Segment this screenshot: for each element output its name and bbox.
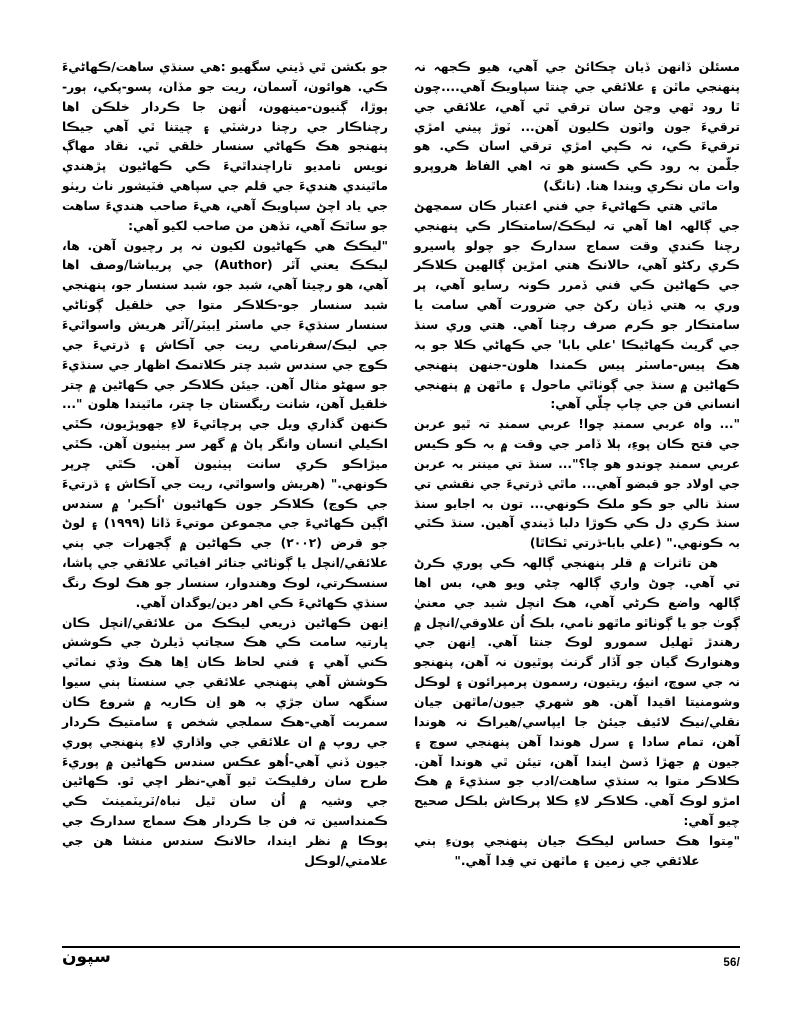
column-left (414, 58, 740, 872)
paragraph: ماٿي هتي ڪهاڻيءَ جي فني اعتبار ڪان سمڃهڻ جي ڳالهہ اها آهي تہ ليڪڪ/سامتڪار ڪي پنهنجي رچنا ڪندي وقت سماج سدارڪ جو چولو پاسيرو ڪري رکڻو آهي، حالانڪ هتي امڙين ڳالهين ڪلاڪر جي ڪهاڻين ڪي فني ڏمرر ڪونہ رسايو آهي، پر وري بہ هتي ڏيان رکڻ جي ضرورت آهي سامت يا سامتڪار جو ڪرم صرف رچنا آهي. هتي وري سنڌ جي گريٺ ڪهاڻيڪا 'علي بابا' جي ڪهاڻي ڪلا جو بہ هڪ پيس-ماسٽر پيس ڪمندا هلون-جنهن پنهنجي ڪهاڻين ۾ سنڌ جي ڳوٺاٿي ماحول ۽ ماٿهن ۾ پنهنجي انساني فن جي چاپ چلّي آهي: (414, 198, 740, 412)
paragraph: "ليڪڪ هي ڪهاڻيون لکيون نہ پر رچيون آهن. ها، ليڪڪ يعني آٿر (Author) جي پريباشا/وصف اها آهي، هو رچيتا آهي، شبد جو، شبد سنسار جو، پنهنجي شبد سنسار جو-ڪلاڪر متوا جي خلقيل ڳوٺاڻي سنسار سنڌيءَ جي ماسٽر اِبيٽر/آٿر هريش واسواٿيءَ جي ليڪ/سفرنامي ريت جي آڪاش ۽ ڌرتيءَ جي ڪوڃ جي سندس شبد چتر ڪلاتمڪ اظهار جي سنڌيءَ جو سهڻو مثال آهن. جيئن ڪلاڪر جي ڪهاڻين ۾ چتر خلقيل آهن، شانت ريگستان جا چتر، ماٿيندا هلون "... ڪنهن گذاري ويل جي پرچاٿيءَ لاءِ جهوپڙيون، ڪٿي اڪيلي انسان وانگر پاڻ ۾ گهر سر ٻيٺيون آهن. ڪٿي ميڙاڪو ڪري سانت ٻيٺيون آهن. ڪٿي چرپر ڪونهي." (هريش واسواٿي، ريت جي آڪاش ۽ ڌرتيءَ جي ڪوڃ) ڪلاڪر جون ڪهاڻيون 'اُڪير' ۾ سندس اڳين ڪهاڻيءَ جي مجموعن موتيءَ ڏاٺا (١٩٩٩) ۽ لوڻ جو قرض (٢٠٠٢) جي ڪهاڻين ۾ ڳجهرات جي ٻني علائقي/انچل يا ڳوٺاڻي جنائر افياٿي علائقي جي پاشا، سنسڪرتي، لوڪ وهندوار، سنسار جو هڪ لوڪ رنگ سنڌي ڪهاڻيءَ ڪي اهر دين/يوگدان آهي. (62, 238, 388, 610)
paragraph: جو بکشن ٿي ڏيني سگهيو :هي سنڌي ساهت/ڪهاڻيءَ ڪي. هوائون، آسمان، ريت جو مڏان، پسو-پکي، ٻور-ٻوڙا، ڳنيون-مينهون، اُنهن جا ڪردار خلڪن اها رچناڪار جي رچنا درشٽي ۽ چيتنا ٿي آهي جيڪا پنهنجو هڪ ڪهاڻي سنسار خلقي ٿي. نقاد مهاڳ نويس نامديو تاراچنداٿيءَ ڪي ڪهاڻيون پڙهندي ماٿيندي هنديءَ جي قلم جي سپاهي فٽيشور ناٺ ريٺو جي ياد اچڻ سپاويڪ آهي، هيءَ صاحب هنديءَ ساهت جو ساٿڪ آهي، تڏهن من صاحب لکيو آهي: (62, 60, 388, 233)
journal-name: سپون (62, 947, 111, 967)
paragraph: مسئلن ڏانهن ڏيان چڪائڻ جي آهي، هيو ڪجهہ نہ پنهنجي ماٿن ۽ علائقي جي چنتا سپاويڪ آهي....چون ٿا رود ٿهي وڃڻ سان ترقي ٿي آهي، علائقي جي ترقيءَ جون واٽون ڪليون آهن... ٽوڙ پيني امڙي ترقيءَ ڪي، نہ ڪپي امڙي ترقي اسان ڪي. هو جلّمن بہ رود ڪي ڪسنو هو تہ اهي الفاظ هروپرو وات مان نڪري ويندا هنا. (ناٺگ) (414, 60, 740, 194)
paragraph-quote: "... واہ عربي سمنڊ چوا! عربي سمنڊ تہ ٿيو عربن جي فتح ڪان پوءِ، ٻلا ڏامر جي وقت ۾ بہ ڪو ڪيس عربي سمنڊ چوندو هو چا؟"... سنڌ تي ميننر بہ عربن جي اولاد جو قبضو آهي... ماٿي ڌرتيءَ جي نقشي تي سنڌ نالي جو ڪو ملڪ ڪونهي... تون بہ اجايو سنڌ سنڌ ڪري دل ڪي ڪوڙا دلبا ڏيندي آهين. سنڌ ڪٿي بہ ڪونهي." (علي بابا-ڌرتي ٿڪاٿا) (414, 417, 740, 551)
column-right (62, 58, 388, 872)
footer-divider (62, 946, 740, 948)
page-number: 56/ (723, 957, 740, 969)
paragraph-pullquote: "مِتوا هڪ حساس ليڪڪ جيان پنهنجي پونءِ ٻني علائقي جي زمين ۽ ماٿهن تي فِدا آهي." (414, 833, 740, 868)
page-footer (62, 946, 740, 986)
paragraph: اِنهن ڪهاڻين ذريعي ليڪڪ من علائقي/انچل ڪان ڀارتيہ سامت ڪي هڪ سڃاتپ ڏيلرڻ جي ڪوشش ڪني آهي ۽ فني لحاظ ڪان اِها هڪ وڏي نماٿي ڪوشش آهي پنهنجي علائقي جي سنسٽا ٻني سيوا سنگهہ سان جڙي بہ هو اِن ڪاريہ ۾ شروع ڪان سمربت آهي-هڪ سملجي شخص ۽ سامتيڪ ڪردار جي روپ ۾ ان علائقي جي واڌاري لاءِ پنهنجي پوري جيون ڏني آهي-اُهو عڪس سندس ڪهاڻين ۾ پوريءَ طرح سان رفليڪٽ ٿيو آهي-نظر اچي ٿو. ڪهاڻين جي وشيہ ۾ اُن سان ٿيل نباہ/ٽريٽمينٽ ڪي ڪمنداسين تہ فن جا ڪردار هڪ سماج سدارڪ جي پوڪا ۾ نظر ايندا، حالانڪ سندس منشا هن جي علامتي/لوڪل (62, 615, 388, 868)
footer-row (62, 947, 740, 971)
paragraph: هن تاثرات ۾ قلر پنهنجي ڳالهہ ڪي پوري ڪرڻ تي آهي. چوڻ واري ڳالهہ چڻي ويو هي، بس اها ڳالهہ واضع ڪرڻي آهي، هڪ انچل شبد جي معنيٰ ڳوٺ جو يا ڳوٺاٿو ماٿهو نامي، بلڪ اُن علاوقي/انچل ۾ رهندڙ ٿهليل سمورو لوڪ جنتا آهي. اِنهن جي وهنوارڪ گيان جو آڏار گرنٺ پوٿيون نہ آهن، پنهنجو نہ جي سوچ، انيوُ، ريتيون، رسمون پرمپرائون ۽ لوڪل وشومنيتا اقيدا آهن. هو شهري جيون/ماٿهن جيان نقلي/نيڪ لائيف جيئڻ جا ايپاسي/هيراڪ نہ هوندا آهن، تمام سادا ۽ سرل هوندا آهن پنهنجي سوچ ۽ جيون ۾ جهڙا ڏسڻ ايندا آهن، تيئن ٿي هوندا آهن. ڪلاڪر متوا بہ سنڌي ساهت/ادب جو سنڌيءَ ۾ هڪ امڙو لوڪ آهي. ڪلاڪر لاءِ ڪلا پرڪاش بلڪل صحيح چيو آهي: (414, 556, 740, 829)
two-column-body (62, 58, 740, 920)
